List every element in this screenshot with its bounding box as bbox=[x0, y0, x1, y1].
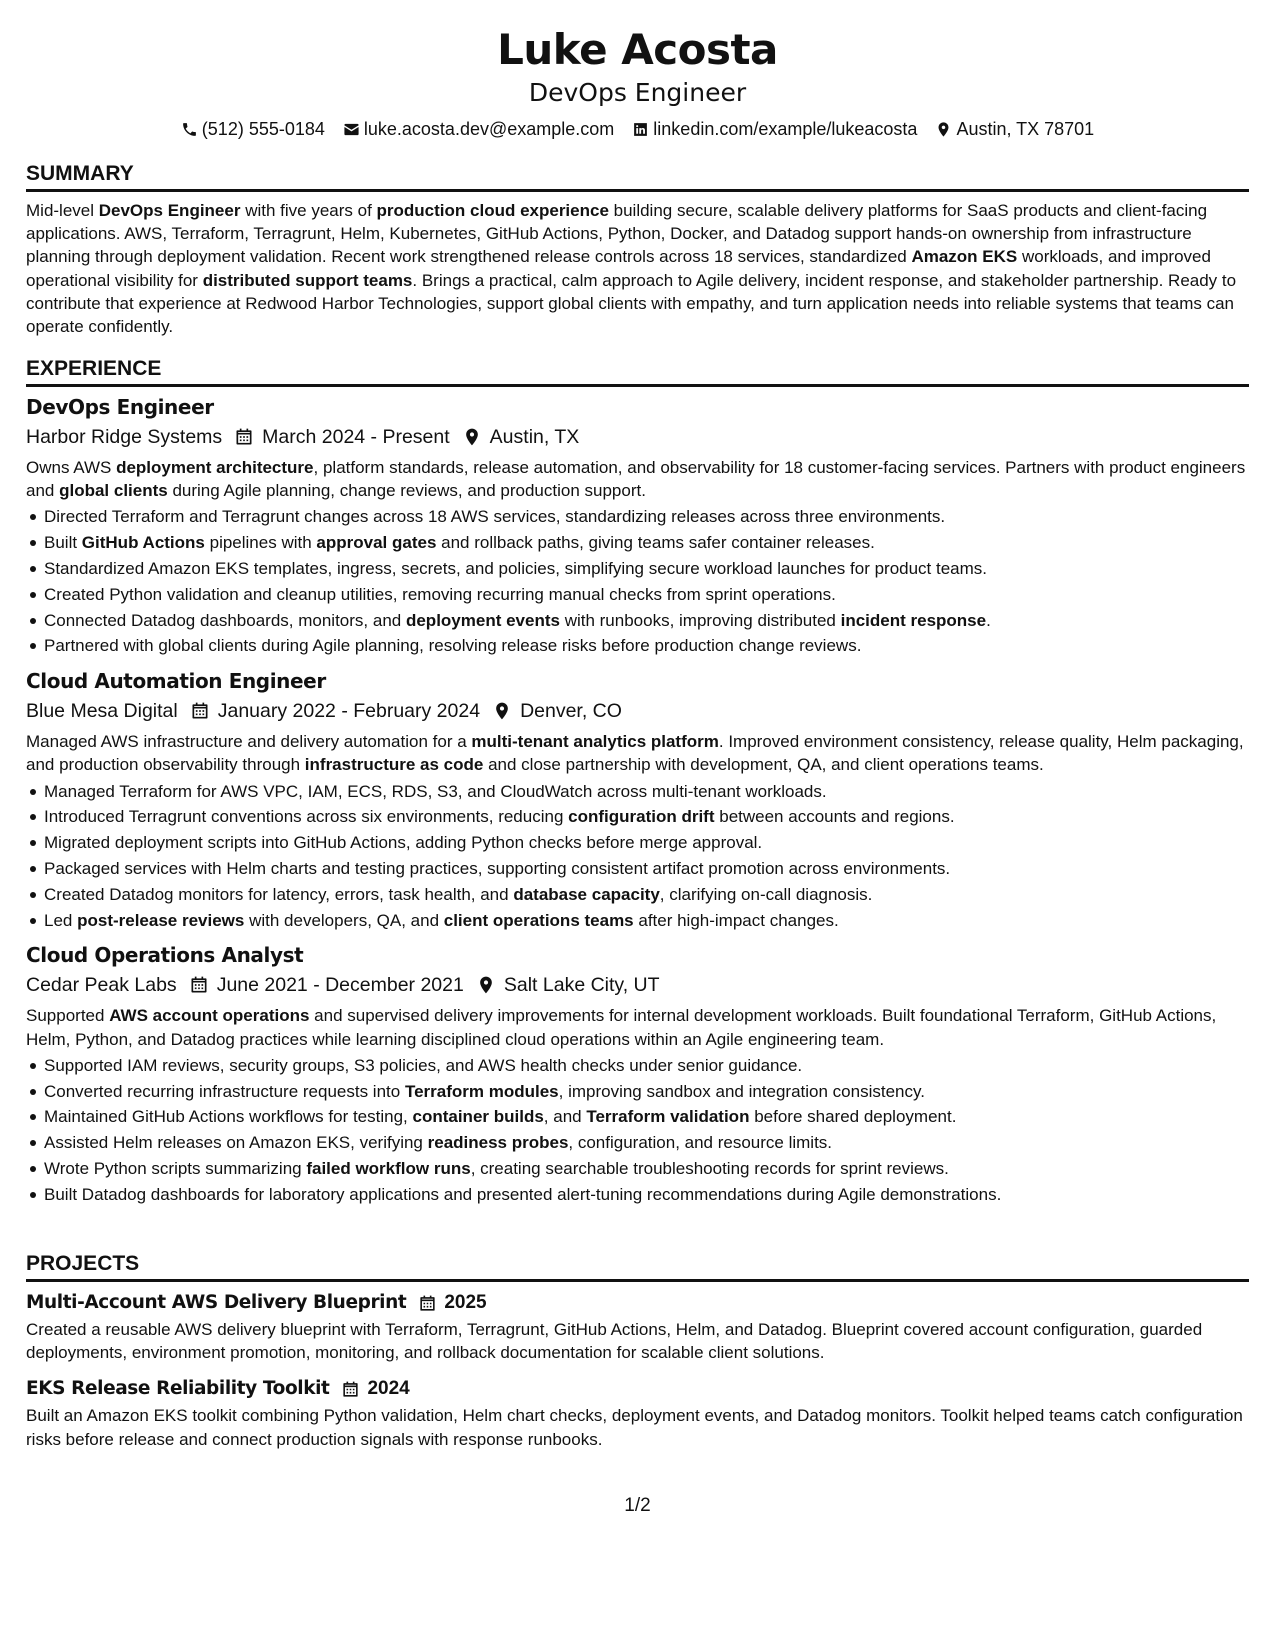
calendar-icon bbox=[341, 1380, 360, 1399]
text-run: Created Datadog monitors for latency, errors, task health, and bbox=[44, 884, 514, 904]
bullet-item bbox=[26, 1130, 1249, 1156]
text-run: building secure, scalable delivery platforms for SaaS products and client-facing applications. AWS, Terraform, Terragrunt, Helm, Kubernetes, GitHub Actions, Python, Docker, and Datadog support hands-on ownership from infrastructure planning through deployment validation. Recent work strengthened release controls across 18 services, standardized bbox=[26, 201, 1208, 267]
calendar-icon bbox=[418, 1294, 437, 1313]
job-entry bbox=[26, 942, 1249, 1207]
text-run: . bbox=[986, 610, 991, 630]
contact-linkedin[interactable] bbox=[632, 117, 917, 141]
text-run: with developers, QA, and bbox=[244, 910, 444, 930]
job-meta bbox=[26, 698, 1249, 724]
text-run: Managed AWS infrastructure and delivery automation for a bbox=[26, 732, 472, 752]
text-run: Led bbox=[44, 910, 78, 930]
summary-text bbox=[26, 199, 1249, 338]
text-run: after high-impact changes. bbox=[633, 910, 839, 930]
text-run: Assisted Helm releases on Amazon EKS, verifying bbox=[44, 1133, 428, 1153]
text-run: , configuration, and resource limits. bbox=[568, 1133, 833, 1153]
text-run: . Brings a practical, calm approach to Agile delivery, incident response, and stakeholder partnership. Ready to contribute that experience at Redwood Harbor Technologies, support global clients with empathy, and turn application needs into reliable systems that teams can operate confidently. bbox=[26, 270, 1237, 337]
text-run: , and bbox=[543, 1107, 587, 1127]
phone-text: (512) 555-0184 bbox=[201, 119, 325, 139]
section-heading: EXPERIENCE bbox=[26, 355, 1249, 387]
bold-text: container builds bbox=[412, 1107, 544, 1127]
linkedin-text[interactable]: linkedin.com/example/lukeacosta bbox=[653, 119, 918, 139]
bold-text: deployment architecture bbox=[116, 458, 314, 477]
experience-section bbox=[26, 355, 1249, 1208]
job-bullets bbox=[26, 504, 1249, 659]
bold-text: approval gates bbox=[316, 533, 437, 553]
bullet-item bbox=[26, 633, 1249, 659]
bold-text: global clients bbox=[59, 481, 168, 501]
bold-text: infrastructure as code bbox=[304, 755, 484, 775]
job-entry bbox=[26, 668, 1249, 933]
text-run: Packaged services with Helm charts and testing practices, supporting consistent artifact promotion across environments. bbox=[44, 858, 951, 878]
section-heading: PROJECTS bbox=[26, 1250, 1249, 1282]
text-run: with five years of bbox=[240, 201, 377, 220]
text-run: Built Datadog dashboards for laboratory applications and presented alert-tuning recommendations during Agile demonstrations. bbox=[44, 1184, 1002, 1204]
job-company: Cedar Peak Labs bbox=[26, 974, 177, 997]
bullet-item bbox=[26, 530, 1249, 556]
bullet-item bbox=[26, 779, 1249, 805]
candidate-name: Luke Acosta bbox=[497, 25, 778, 74]
text-run: Wrote Python scripts summarizing bbox=[44, 1158, 307, 1178]
calendar-icon bbox=[190, 701, 210, 721]
project-description: Created a reusable AWS delivery blueprint with Terraform, Terragrunt, GitHub Actions, Helm, and Datadog. Blueprint covered account configuration, guarded deployments, environment promotion, monitoring, and rollback documentation for scalable client solutions. bbox=[26, 1320, 1203, 1363]
job-title: Cloud Automation Engineer bbox=[26, 669, 326, 694]
text-run: and rollback paths, giving teams safer container releases. bbox=[436, 533, 875, 553]
text-run: Managed Terraform for AWS VPC, IAM, ECS, RDS, S3, and CloudWatch across multi-tenant workloads. bbox=[44, 781, 827, 801]
map-pin-icon bbox=[492, 701, 512, 721]
text-run: Mid-level bbox=[26, 201, 99, 220]
project-name: EKS Release Reliability Toolkit bbox=[26, 1378, 330, 1400]
bold-text: Terraform validation bbox=[586, 1107, 750, 1127]
text-run: , improving sandbox and integration consistency. bbox=[558, 1081, 925, 1101]
job-bullets bbox=[26, 1053, 1249, 1208]
job-dates: March 2024 - Present bbox=[262, 426, 450, 448]
bold-text: AWS account operations bbox=[109, 1006, 310, 1026]
job-list bbox=[26, 394, 1249, 1208]
text-run: Standardized Amazon EKS templates, ingress, secrets, and policies, simplifying secure workload launches for product teams. bbox=[44, 559, 988, 578]
text-run: with runbooks, improving distributed bbox=[559, 610, 841, 630]
bold-text: deployment events bbox=[405, 610, 560, 630]
project-header bbox=[26, 1376, 1249, 1402]
text-run: Directed Terraform and Terragrunt changes across 18 AWS services, standardizing releases across three environments. bbox=[44, 507, 946, 527]
job-entry bbox=[26, 394, 1249, 659]
project-entry bbox=[26, 1290, 1249, 1364]
text-run: pipelines with bbox=[204, 533, 317, 553]
bullet-item bbox=[26, 1182, 1249, 1208]
text-run: Built bbox=[44, 533, 82, 553]
job-description bbox=[26, 456, 1249, 502]
text-run: Maintained GitHub Actions workflows for testing, bbox=[44, 1107, 413, 1127]
map-pin-icon bbox=[935, 121, 952, 138]
text-run: before shared deployment. bbox=[749, 1107, 957, 1127]
job-bullets bbox=[26, 779, 1249, 934]
job-location: Salt Lake City, UT bbox=[503, 974, 660, 997]
job-location: Denver, CO bbox=[520, 700, 622, 723]
bullet-item bbox=[26, 882, 1249, 908]
calendar-icon bbox=[189, 975, 209, 995]
map-pin-icon bbox=[462, 427, 482, 447]
bold-text: Amazon EKS bbox=[911, 247, 1018, 267]
summary-section bbox=[26, 160, 1249, 338]
bullet-item bbox=[26, 582, 1249, 608]
bullet-item bbox=[26, 608, 1249, 634]
bold-text: database capacity bbox=[513, 884, 660, 904]
job-company: Harbor Ridge Systems bbox=[26, 426, 223, 448]
job-location: Austin, TX bbox=[489, 426, 580, 448]
candidate-title: DevOps Engineer bbox=[528, 78, 747, 107]
text-run: between accounts and regions. bbox=[714, 807, 955, 827]
resume-header bbox=[26, 0, 1249, 141]
bullet-item bbox=[26, 1053, 1249, 1079]
bold-text: multi-tenant analytics platform bbox=[471, 732, 719, 752]
text-run: Created Python validation and cleanup utilities, removing recurring manual checks from sprint operations. bbox=[44, 584, 836, 604]
envelope-icon bbox=[343, 121, 360, 138]
text-run: , clarifying on-call diagnosis. bbox=[659, 884, 873, 904]
text-run: during Agile planning, change reviews, and production support. bbox=[167, 481, 646, 501]
project-year: 2025 bbox=[444, 1292, 487, 1313]
project-name: Multi-Account AWS Delivery Blueprint bbox=[26, 1292, 407, 1313]
job-meta bbox=[26, 424, 1249, 450]
bullet-item bbox=[26, 1156, 1249, 1182]
bullet-item bbox=[26, 804, 1249, 830]
contact-phone bbox=[181, 117, 325, 141]
project-year: 2024 bbox=[367, 1378, 410, 1400]
contact-row bbox=[26, 117, 1249, 141]
job-title: DevOps Engineer bbox=[26, 395, 214, 419]
bold-text: incident response bbox=[840, 610, 987, 630]
text-run: Migrated deployment scripts into GitHub Actions, adding Python checks before merge approval. bbox=[44, 833, 763, 853]
email-text[interactable]: luke.acosta.dev@example.com bbox=[363, 119, 615, 139]
text-run: Introduced Terragrunt conventions across six environments, reducing bbox=[44, 807, 569, 827]
bullet-item bbox=[26, 856, 1249, 882]
map-pin-icon bbox=[476, 975, 496, 995]
bold-text: readiness probes bbox=[427, 1133, 569, 1153]
text-run: and supervised delivery improvements for internal development workloads. Built foundational Terraform, GitHub Actions, Helm, Python, and Datadog practices while learning disciplined cloud operations within an Agile engineering team. bbox=[26, 1006, 1217, 1049]
contact-email[interactable] bbox=[343, 117, 614, 141]
text-run: workloads, and improved operational visibility for bbox=[26, 247, 1211, 290]
bold-text: configuration drift bbox=[568, 807, 715, 827]
bullet-item bbox=[26, 1104, 1249, 1130]
text-run: , creating searchable troubleshooting records for sprint reviews. bbox=[470, 1158, 949, 1178]
projects-section bbox=[26, 1250, 1249, 1451]
text-run: Supported IAM reviews, security groups, S3 policies, and AWS health checks under senior guidance. bbox=[44, 1055, 803, 1075]
job-description bbox=[26, 730, 1249, 776]
project-list bbox=[26, 1290, 1249, 1451]
contact-location bbox=[935, 117, 1094, 141]
job-company: Blue Mesa Digital bbox=[26, 700, 178, 723]
bold-text: DevOps Engineer bbox=[98, 201, 241, 220]
project-description: Built an Amazon EKS toolkit combining Python validation, Helm chart checks, deployment events, and Datadog monitors. Toolkit helped teams catch configuration risks before release and connect production signals with response runbooks. bbox=[26, 1406, 1243, 1449]
page-number: 1/2 bbox=[624, 1495, 651, 1516]
job-dates: June 2021 - December 2021 bbox=[216, 974, 464, 997]
job-meta bbox=[26, 972, 1249, 998]
calendar-icon bbox=[234, 427, 254, 447]
job-description bbox=[26, 1004, 1249, 1050]
text-run: Converted recurring infrastructure requests into bbox=[44, 1081, 405, 1101]
bold-text: distributed support teams bbox=[202, 270, 413, 290]
bullet-item bbox=[26, 504, 1249, 530]
phone-icon bbox=[181, 121, 198, 138]
project-header bbox=[26, 1290, 1249, 1316]
text-run: Owns AWS bbox=[26, 458, 117, 477]
bullet-item bbox=[26, 830, 1249, 856]
text-run: and close partnership with development, QA, and client operations teams. bbox=[483, 755, 1044, 775]
bold-text: failed workflow runs bbox=[306, 1158, 471, 1178]
text-run: Connected Datadog dashboards, monitors, and bbox=[44, 610, 406, 630]
text-run: . Improved environment consistency, release quality, Helm packaging, and production observability through bbox=[26, 732, 1244, 775]
bullet-item bbox=[26, 908, 1249, 934]
location-text: Austin, TX 78701 bbox=[956, 119, 1095, 139]
text-run: Supported bbox=[26, 1006, 110, 1026]
text-run: , platform standards, release automation, and observability for 18 customer-facing services. Partners with product engineers and bbox=[26, 458, 1246, 501]
bold-text: GitHub Actions bbox=[81, 533, 205, 553]
bullet-item bbox=[26, 1079, 1249, 1105]
bullet-item bbox=[26, 556, 1249, 582]
resume-page bbox=[26, 0, 1249, 1650]
bold-text: production cloud experience bbox=[376, 201, 609, 220]
project-entry bbox=[26, 1376, 1249, 1450]
section-heading: SUMMARY bbox=[26, 160, 1249, 192]
job-title: Cloud Operations Analyst bbox=[26, 943, 304, 968]
job-dates: January 2022 - February 2024 bbox=[217, 700, 481, 723]
linkedin-icon bbox=[632, 121, 649, 138]
text-run: Partnered with global clients during Agile planning, resolving release risks before production change reviews. bbox=[44, 636, 862, 656]
bold-text: Terraform modules bbox=[404, 1081, 559, 1101]
bold-text: client operations teams bbox=[443, 910, 634, 930]
bold-text: post-release reviews bbox=[77, 910, 245, 930]
